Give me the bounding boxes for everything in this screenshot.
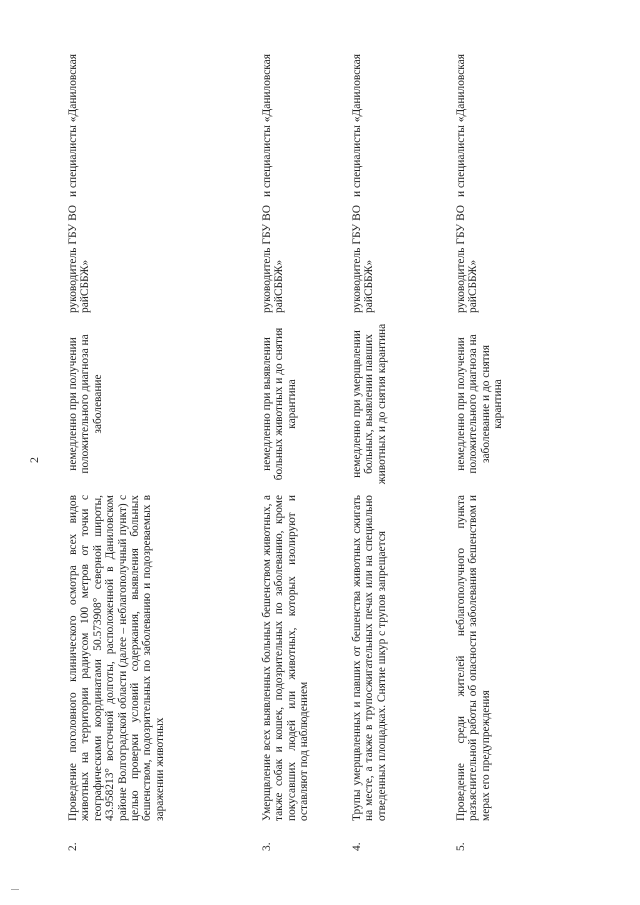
- table-row: [66, 13, 260, 855]
- table-row: [260, 13, 350, 855]
- measure-description: Проведение поголовного клинического осмотра всех видов животных на территории радиусом 100 метров от точки с географическими координатами 50.573908° северной широты, 43.958213° восточной долготы, расположенной в Даниловском районе Волгоградской области (далее – неблагополучный пункт) с целью проверки условий содержания, выявления больных бешенством, подозрительных по заболеванию и подозреваемых в заражении животных: [67, 495, 166, 821]
- measure-description: Проведение среди жителей неблагополучного пункта разъяснительной работы об опасности заболевания бешенством и мерах его предупреждения: [455, 495, 492, 821]
- measure-deadline: немедленно при умерщвлении больных, выявлении павших животных и до снятия карантина: [351, 323, 388, 485]
- row-number: 5.: [455, 842, 467, 851]
- measure-deadline: немедленно при получении положительного диагноза на заболевание: [67, 334, 104, 474]
- measure-executors: и специалисты «Даниловская: [351, 54, 363, 197]
- row-number: 3.: [261, 842, 273, 851]
- measure-description: Трупы умерщвленных и павших от бешенства животных сжигать на месте, а также в трупосжигательных печах или на специально отведенных площадках. Снятие шкур с трупов запрещается: [351, 495, 388, 821]
- measure-executors: и специалисты «Даниловская: [455, 54, 467, 197]
- measure-responsible: руководитель ГБУ ВО райСББЖ»: [67, 205, 92, 313]
- scan-mark: [11, 889, 19, 890]
- row-number: 4.: [351, 842, 363, 851]
- page-number: 2: [27, 457, 41, 463]
- measure-description: Умерщвление всех выявленных больных бешенством животных, а также собак и кошек, подозрительных по заболеванию, кроме покусавших людей или животных, которых изолируют и оставляют под наблюдением: [261, 495, 311, 821]
- row-number: 2.: [67, 842, 79, 851]
- table-row: [350, 13, 454, 855]
- measure-responsible: руководитель ГБУ ВО райСББЖ»: [261, 205, 286, 313]
- measure-executors: и специалисты «Даниловская: [261, 54, 273, 197]
- measure-responsible: руководитель ГБУ ВО райСББЖ»: [351, 205, 376, 313]
- measure-executors: и специалисты «Даниловская: [67, 54, 79, 197]
- measure-responsible: руководитель ГБУ ВО райСББЖ»: [455, 205, 480, 313]
- measure-deadline: немедленно при выявлении больных животных и до снятия карантина: [261, 327, 298, 481]
- measure-deadline: немедленно при получении положительного диагноза на заболевание и до снятия карантина: [455, 334, 505, 474]
- measures-table: [66, 13, 546, 855]
- table-row: [454, 13, 546, 855]
